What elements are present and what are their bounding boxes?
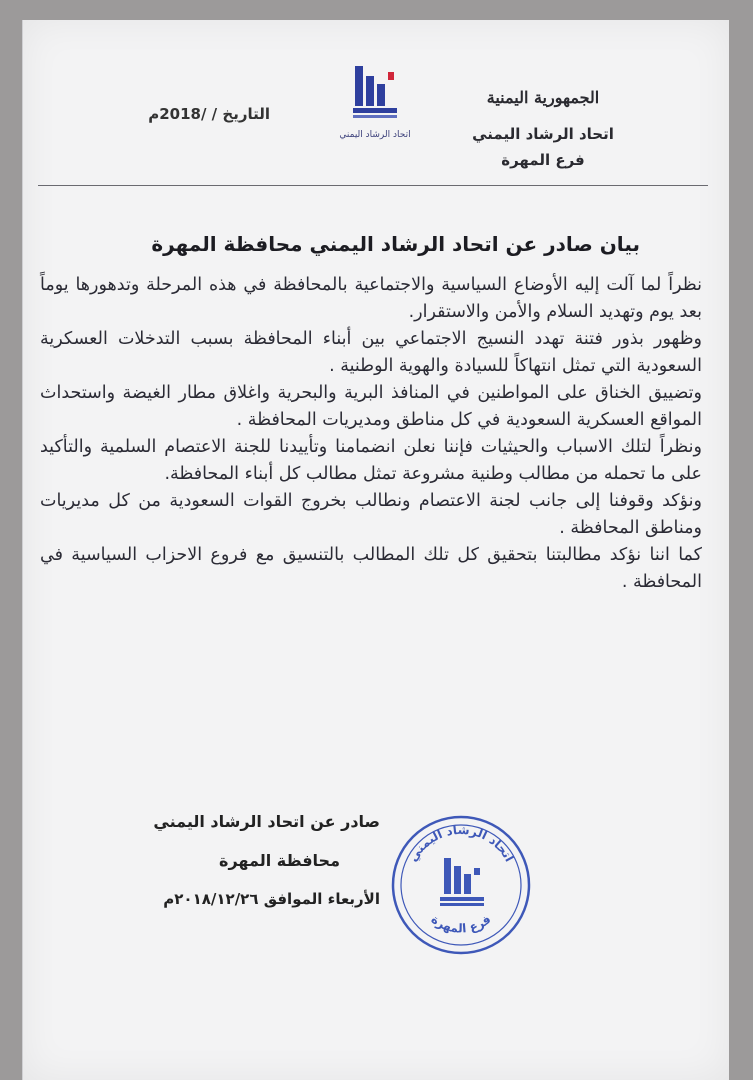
letterhead-right <box>453 88 633 169</box>
republic-name: الجمهورية اليمنية <box>486 88 600 107</box>
statement-body <box>40 272 702 596</box>
paragraph: وتضييق الخناق على المواطنين في المنافذ البرية والبحرية واغلاق مطار الغيضة واستحداث المواقع العسكرية السعودية في كل مناطق ومديريات المحافظة . <box>40 383 702 430</box>
signature-issuer: صادر عن اتحاد الرشاد اليمني <box>153 812 380 831</box>
union-logo-icon <box>345 62 405 124</box>
official-stamp <box>388 812 534 958</box>
stamp-bottom-text: فرع المهرة <box>428 912 494 936</box>
stamp-top-text: اتحاد الرشاد اليمني <box>405 822 517 865</box>
statement-title: بيان صادر عن اتحاد الرشاد اليمني محافظة المهرة <box>151 232 640 256</box>
paragraph: كما اننا نؤكد مطالبتنا بتحقيق كل تلك المطالب بالتنسيق مع فروع الاحزاب السياسية في المحافظة . <box>40 545 702 592</box>
paragraph: ونظراً لتلك الاسباب والحيثيات فإننا نعلن انضمامنا وتأييدنا للجنة الاعتصام السلمية والتأكيد على ما تحمله من مطالب وطنية مشروعة تمثل مطالب كل أبناء المحافظة. <box>40 437 702 484</box>
paragraph: نظراً لما آلت إليه الأوضاع السياسية والاجتماعية بالمحافظة في هذه المرحلة وتدهورها يوماً بعد يوم وتهديد السلام والأمن والاستقرار. <box>40 275 702 322</box>
branch-name: فرع المهرة <box>501 151 585 169</box>
union-name: اتحاد الرشاد اليمني <box>472 125 614 143</box>
svg-text:فرع المهرة <box>428 912 493 936</box>
paragraph: ونؤكد وقوفنا إلى جانب لجنة الاعتصام ونطالب بخروج القوات السعودية من كل مديريات ومناطق المحافظة . <box>40 491 702 538</box>
date-field: التاريخ / /2018م <box>148 105 270 123</box>
paragraph: وظهور بذور فتنة تهدد النسيج الاجتماعي بين أبناء المحافظة بسبب التدخلات العسكرية السعودية التي تمثل انتهاكاً للسيادة والهوية الوطنية . <box>40 329 702 376</box>
signature-block <box>140 812 380 928</box>
union-logo <box>335 62 415 146</box>
signature-governorate: محافظة المهرة <box>219 851 340 870</box>
signature-date: الأربعاء الموافق ٢٠١٨/١٢/٢٦م <box>163 890 380 908</box>
logo-caption: اتحاد الرشاد اليمني <box>339 130 411 140</box>
stamp-logo-icon <box>440 858 484 906</box>
header-divider <box>38 185 708 186</box>
